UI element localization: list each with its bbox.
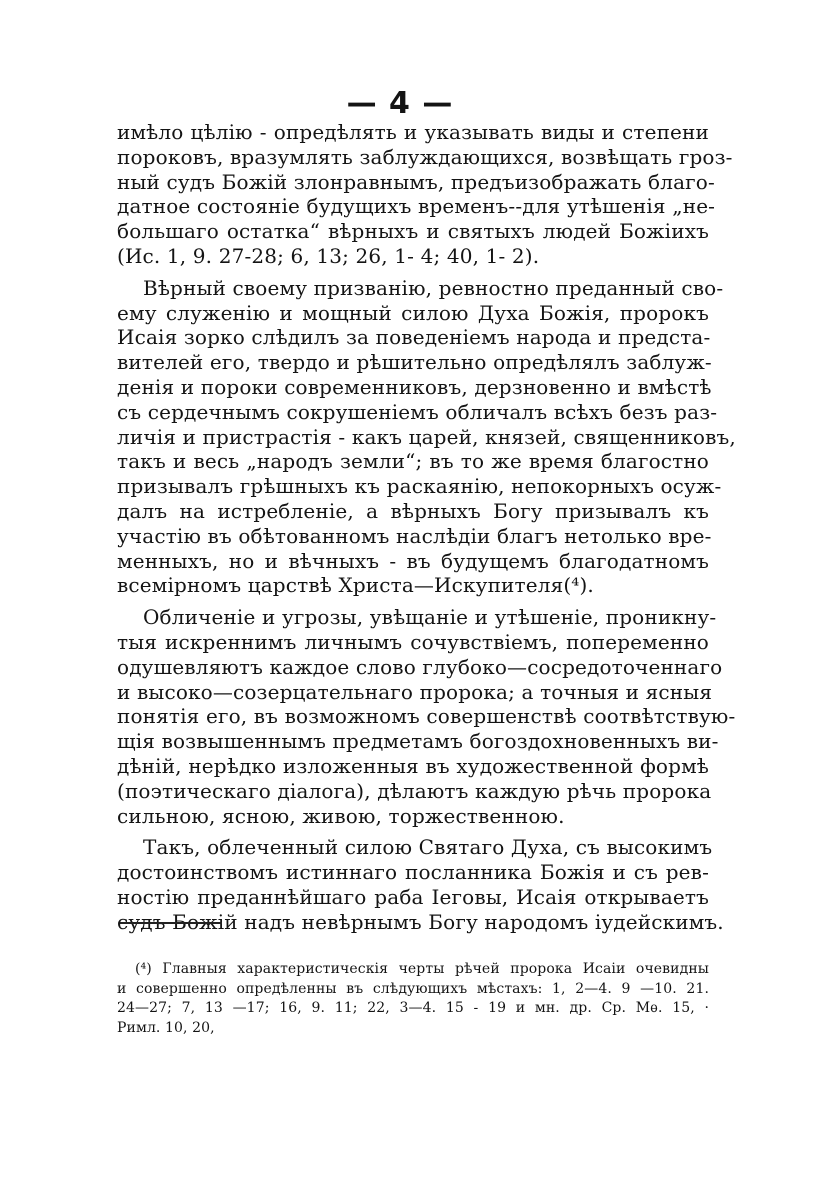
footnote-line: и совершенно опредѣленны въ слѣдующихъ мѣстахъ: 1, 2—4. 9 —10. 21. [117, 980, 709, 997]
page-number: — 4 — [346, 86, 454, 121]
paragraph-2 [117, 275, 736, 598]
text-line: участію въ обѣтованномъ наслѣдіи благъ нетолько вре- [117, 523, 712, 548]
text-line: пороковъ, вразумлять заблуждающихся, возвѣщать гроз- [117, 144, 733, 169]
text-line: призывалъ грѣшныхъ къ раскаянію, непокорныхъ осуж- [117, 474, 722, 499]
text-line: вителей его, твердо и рѣшительно опредѣлялъ заблуж- [117, 350, 712, 375]
text-line: съ сердечнымъ сокрушеніемъ обличалъ всѣхъ безъ раз- [117, 399, 718, 424]
text-line: всемірномъ царствѣ Христа—Искупителя(⁴). [117, 573, 594, 598]
text-line: ностію преданнѣйшаго раба Іеговы, Исаія открываетъ [117, 884, 709, 909]
paragraph-1 [117, 120, 733, 269]
text-line: (Ис. 1, 9. 27-28; 6, 13; 26, 1- 4; 40, 1- 2). [117, 243, 540, 268]
text-line: Обличеніе и угрозы, увѣщаніе и утѣшеніе, проникну- [143, 605, 717, 630]
footnote-line: (⁴) Главныя характеристическія черты рѣчей пророка Исаіи очевидны [135, 961, 709, 977]
main-text [117, 120, 736, 935]
text-line: сильною, ясною, живою, торжественною. [117, 803, 565, 828]
text-line: щія возвышеннымъ предметамъ богоздохновенныхъ ви- [117, 729, 719, 754]
footnote [117, 960, 709, 1038]
text-line: тыя искреннимъ личнымъ сочувствіемъ, попеременно [117, 629, 709, 654]
text-line: Исаія зорко слѣдилъ за поведеніемъ народа и предста- [117, 325, 711, 350]
paragraph-4 [117, 835, 724, 934]
text-line: датное состояніе будущихъ временъ--для утѣшенія „не- [117, 194, 716, 219]
text-line: имѣло цѣлію - опредѣлять и указывать виды и степени [117, 120, 709, 144]
text-line: Такъ, облеченный силою Святаго Духа, съ высокимъ [143, 835, 713, 860]
text-line: Вѣрный своему призванію, ревностно преданный сво- [143, 275, 724, 300]
footnote-divider [120, 922, 222, 924]
text-line: и высоко—созерцательнаго пророка; а точныя и ясныя [117, 679, 713, 704]
text-line: судъ Божій надъ невѣрнымъ Богу народомъ іудейскимъ. [117, 909, 724, 934]
text-line: такъ и весь „народъ земли“; въ то же время благостно [117, 449, 709, 474]
text-line: ему служенію и мощный силою Духа Божія, пророкъ [117, 300, 709, 325]
text-line: большаго остатка“ вѣрныхъ и святыхъ людей Божіихъ [117, 219, 709, 244]
paragraph-3 [117, 605, 736, 828]
text-line: далъ на истребленіе, а вѣрныхъ Богу призывалъ къ [117, 498, 709, 523]
text-line: денія и пороки современниковъ, дерзновенно и вмѣстѣ [117, 374, 712, 399]
text-line: ный судъ Божій злонравнымъ, предъизображать благо- [117, 169, 715, 194]
footnote-line: Римл. 10, 20, [117, 1019, 215, 1036]
text-line: одушевляютъ каждое слово глубоко—сосредоточеннаго [117, 654, 723, 679]
text-line: понятія его, въ возможномъ совершенствѣ соотвѣтствую- [117, 704, 736, 729]
text-line: личія и пристрастія - какъ царей, князей, священниковъ, [117, 424, 736, 449]
footnote-line: 24—27; 7, 13 —17; 16, 9. 11; 22, 3—4. 15 - 19 и мн. др. Ср. Мѳ. 15, · [117, 1000, 709, 1016]
text-line: достоинствомъ истиннаго посланника Божія и съ рев- [117, 860, 709, 885]
text-line: (поэтическаго діалога), дѣлаютъ каждую рѣчь пророка [117, 778, 712, 803]
text-line: дѣній, нерѣдко изложенныя въ художественной формѣ [117, 753, 709, 778]
text-line: менныхъ, но и вѣчныхъ - въ будущемъ благодатномъ [117, 548, 709, 573]
